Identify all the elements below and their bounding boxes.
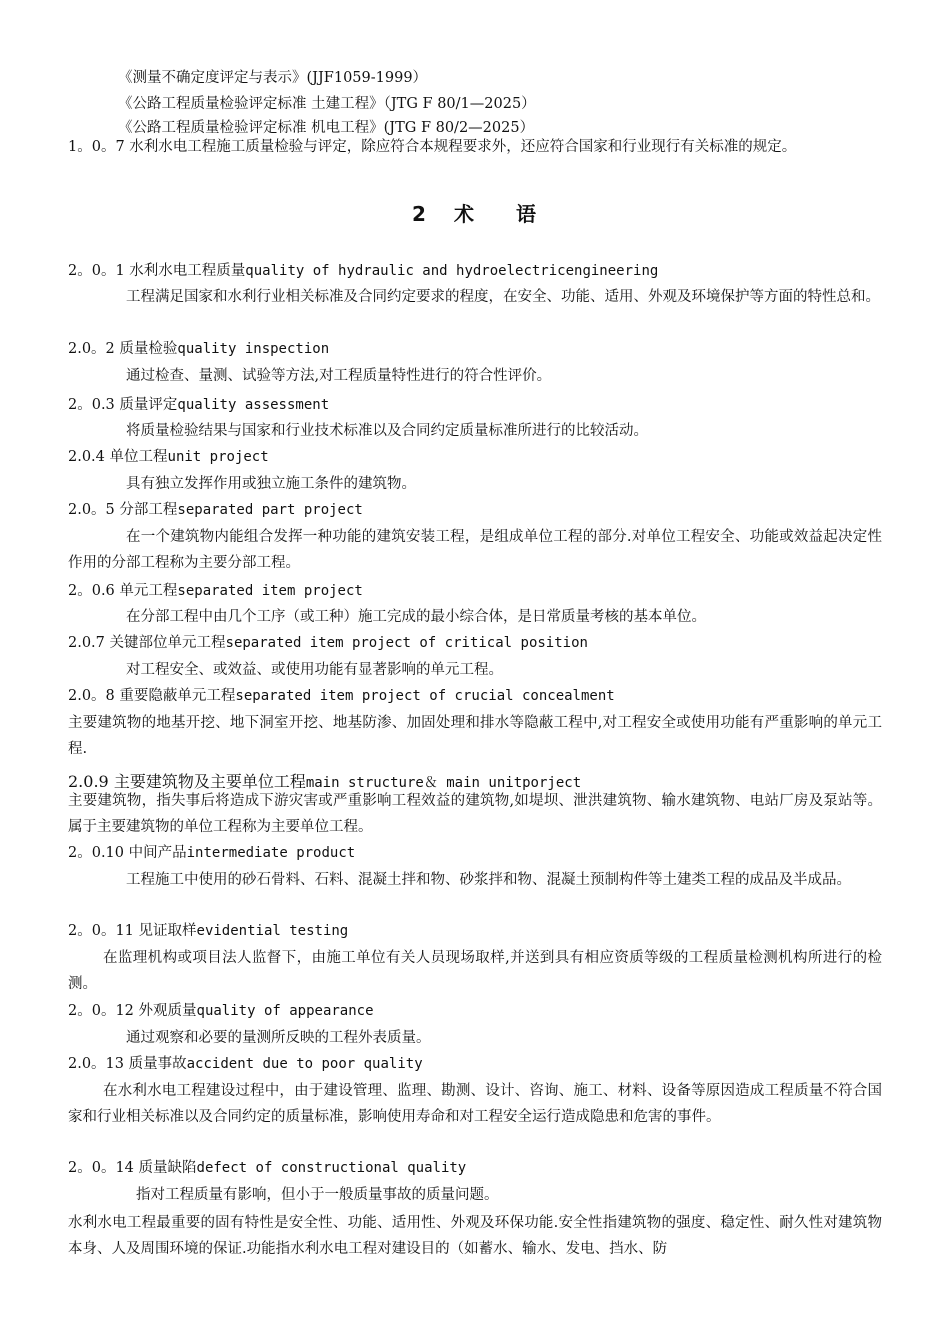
term-definition: 具有独立发挥作用或独立施工条件的建筑物。 xyxy=(126,476,416,492)
term-number: 2.0。8 xyxy=(68,688,115,704)
term-heading xyxy=(68,920,348,942)
term-number: 2。0.3 xyxy=(68,397,115,413)
term-number: 2.0。2 xyxy=(68,341,115,357)
term-heading xyxy=(68,446,269,468)
term-chinese: 质量检验 xyxy=(119,341,178,357)
term-number: 2。0.6 xyxy=(68,583,115,599)
term-chinese: 见证取样 xyxy=(138,923,197,939)
term-chinese: 关键部位单元工程 xyxy=(109,635,226,651)
term-heading xyxy=(68,338,329,360)
term-definition: 在水利水电工程建设过程中，由于建设管理、监理、勘测、设计、咨询、施工、材料、设备等原因造成工程质量不符合国家和行业相关标准以及合同约定的质量标准，影响使用寿命和对工程安全运行造成隐患和危害的事件。 xyxy=(68,1083,882,1125)
term-english: unit project xyxy=(167,449,269,465)
term-number: 2.0.4 xyxy=(68,449,105,465)
chapter-title-char: 术 xyxy=(453,202,476,226)
term-heading xyxy=(68,499,363,521)
term-definition: 在分部工程中由几个工序（或工种）施工完成的最小综合体，是日常质量考核的基本单位。 xyxy=(126,609,706,625)
term-number: 2.0。5 xyxy=(68,502,115,518)
term-number: 2.0.9 xyxy=(68,772,109,791)
term-chinese: 单元工程 xyxy=(119,583,178,599)
term-heading xyxy=(68,842,355,864)
term-chinese: 单位工程 xyxy=(109,449,168,465)
term-number: 2。0。14 xyxy=(68,1160,134,1176)
term-definition: 将质量检验结果与国家和行业技术标准以及合同约定质量标准所进行的比较活动。 xyxy=(126,423,648,439)
term-heading xyxy=(68,1157,466,1179)
term-definition: 在一个建筑物内能组合发挥一种功能的建筑安装工程，是组成单位工程的部分.对单位工程安全、功能或效益起决定性作用的分部工程称为主要分部工程。 xyxy=(68,529,882,571)
term-english: accident due to poor quality xyxy=(186,1056,423,1072)
term-heading xyxy=(68,632,588,654)
term-english: defect of constructional quality xyxy=(196,1160,467,1176)
term-definition: 工程满足国家和水利行业相关标准及合同约定要求的程度，在安全、功能、适用、外观及环境保护等方面的特性总和。 xyxy=(126,289,880,305)
term-definition: 在监理机构或项目法人监督下，由施工单位有关人员现场取样,并送到具有相应资质等级的工程质量检测机构所进行的检测。 xyxy=(68,950,882,992)
term-english: separated item project xyxy=(177,583,363,599)
term-heading xyxy=(68,260,658,282)
term-number: 2。0.10 xyxy=(68,845,125,861)
term-chinese: 外观质量 xyxy=(138,1003,197,1019)
term-definition: 通过检查、量测、试验等方法,对工程质量特性进行的符合性评价。 xyxy=(126,368,552,384)
term-definition: 主要建筑物的地基开挖、地下洞室开挖、地基防渗、加固处理和排水等隐蔽工程中,对工程安全或使用功能有严重影响的单元工程. xyxy=(68,715,882,757)
term-chinese: 重要隐蔽单元工程 xyxy=(119,688,236,704)
term-english: evidential testing xyxy=(196,923,349,939)
term-definition: 主要建筑物，指失事后将造成下游灾害或严重影响工程效益的建筑物,如堤坝、泄洪建筑物、输水建筑物、电站厂房及泵站等。属于主要建筑物的单位工程称为主要单位工程。 xyxy=(68,793,882,835)
term-number: 2。0。11 xyxy=(68,923,134,939)
reference-line: 《测量不确定度评定与表示》(JJF1059-1999） xyxy=(118,70,428,86)
chapter-heading xyxy=(0,200,950,228)
term-heading xyxy=(68,394,329,416)
term-heading xyxy=(68,1000,374,1022)
term-english: quality of hydraulic and hydroelectricengineering xyxy=(245,263,659,279)
term-number: 2。0。1 xyxy=(68,263,125,279)
term-heading xyxy=(68,685,615,707)
chapter-title-char: 语 xyxy=(515,202,538,226)
reference-line: 《公路工程质量检验评定标准 土建工程》（JTG F 80/1—2025） xyxy=(118,96,536,112)
term-english: quality of appearance xyxy=(196,1003,374,1019)
term-definition: 通过观察和必要的量测所反映的工程外表质量。 xyxy=(126,1030,431,1046)
term-english: separated item project of crucial concealment xyxy=(235,688,615,704)
term-english: separated part project xyxy=(177,502,363,518)
term-chinese: 主要建筑物及主要单位工程 xyxy=(113,772,306,791)
term-chinese: 质量评定 xyxy=(119,397,178,413)
closing-paragraph: 水利水电工程最重要的固有特性是安全性、功能、适用性、外观及环保功能.安全性指建筑物的强度、稳定性、耐久性对建筑物本身、人及周围环境的保证.功能指水利水电工程对建设目的（如蓄水、输水、发电、挡水、防 xyxy=(68,1215,882,1257)
term-heading xyxy=(68,580,363,602)
reference-line: 《公路工程质量检验评定标准 机电工程》(JTG F 80/2—2025） xyxy=(118,120,535,136)
clause-1-0-7: 1。0。7 水利水电工程施工质量检验与评定，除应符合本规程要求外，还应符合国家和行业现行有关标准的规定。 xyxy=(68,139,797,155)
term-heading xyxy=(68,1053,423,1075)
chapter-number: 2 xyxy=(412,202,428,226)
term-english: quality assessment xyxy=(177,397,330,413)
term-chinese: 质量事故 xyxy=(128,1056,187,1072)
term-number: 2.0.7 xyxy=(68,635,105,651)
term-english: separated item project of critical position xyxy=(225,635,588,651)
term-definition: 工程施工中使用的砂石骨料、石料、混凝土拌和物、砂浆拌和物、混凝土预制构件等土建类工程的成品及半成品。 xyxy=(126,872,851,888)
term-definition: 对工程安全、或效益、或使用功能有显著影响的单元工程。 xyxy=(126,662,503,678)
term-definition: 指对工程质量有影响，但小于一般质量事故的质量问题。 xyxy=(136,1187,499,1203)
term-chinese: 分部工程 xyxy=(119,502,178,518)
term-number: 2.0。13 xyxy=(68,1056,125,1072)
term-chinese: 中间产品 xyxy=(128,845,187,861)
term-english: intermediate product xyxy=(186,845,356,861)
term-english: main structure＆ main unitporject xyxy=(305,775,582,791)
term-chinese: 质量缺陷 xyxy=(138,1160,197,1176)
term-chinese: 水利水电工程质量 xyxy=(129,263,246,279)
term-english: quality inspection xyxy=(177,341,330,357)
term-number: 2。0。12 xyxy=(68,1003,134,1019)
